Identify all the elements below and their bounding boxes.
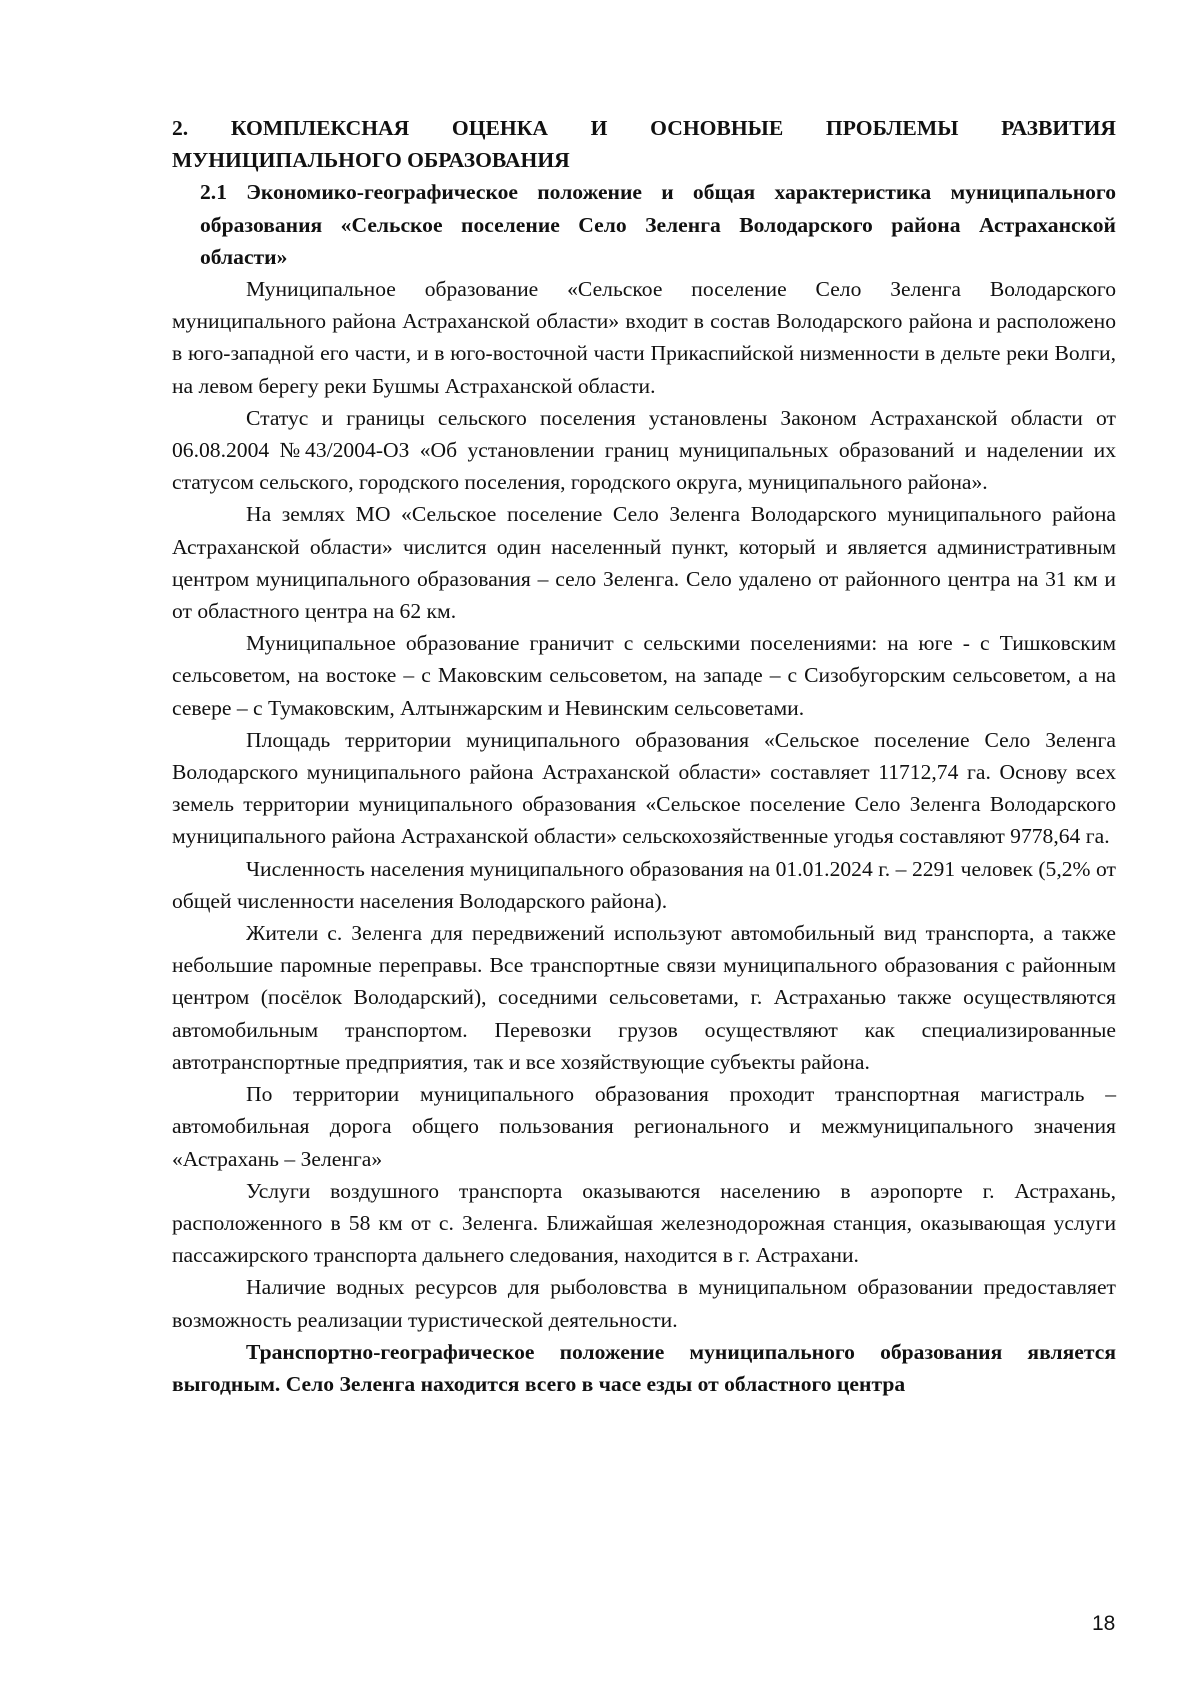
paragraph: Площадь территории муниципального образования «Сельское поселение Село Зеленга Володарского муниципального района Астраханской области» составляет 11712,74 га. Основу всех земель территории муниципального образования «Сельское поселение Село Зеленга Володарского муниципального района Астраханской области» сельскохозяйственные угодья составляют 9778,64 га.	[172, 727, 1116, 849]
paragraph: Численность населения муниципального образования на 01.01.2024 г. – 2291 человек (5,2% от общей численности населения Володарского района).	[172, 856, 1116, 913]
bold-paragraph: Транспортно-географическое положение муниципального образования является выгодным. Село Зеленга находится всего в часе езды от областного центра	[172, 1339, 1116, 1396]
paragraph: Услуги воздушного транспорта оказываются населению в аэропорте г. Астрахань, расположенного в 58 км от с. Зеленга. Ближайшая железнодорожная станция, оказывающая услуги пассажирского транспорта дальнего следования, находится в г. Астрахани.	[172, 1178, 1116, 1268]
paragraph: По территории муниципального образования проходит транспортная магистраль – автомобильная дорога общего пользования регионального и межмуниципального значения «Астрахань – Зеленга»	[172, 1082, 1116, 1171]
paragraph: Муниципальное образование «Сельское поселение Село Зеленга Володарского муниципального района Астраханской области» входит в состав Володарского района и расположено в юго-западной его части, и в юго-восточной части Прикаспийской низменности в дельте реки Волги, на левом берегу реки Бушмы Астраханской области.	[172, 277, 1116, 398]
paragraph: Статус и границы сельского поселения установлены Законом Астраханской области от 06.08.2004 №43/2004-ОЗ «Об установлении границ муниципальных образований и наделении их статусом сельского, городского поселения, городского округа, муниципального района».	[172, 405, 1116, 495]
document-page	[172, 112, 1116, 1400]
page-number: 18	[1092, 1612, 1116, 1635]
paragraph: Жители с. Зеленга для передвижений используют автомобильный вид транспорта, а также небольшие паромные переправы. Все транспортные связи муниципального образования с районным центром (посёлок Володарский), соседними сельсоветами, г. Астраханью также осуществляются автомобильным транспортом. Перевозки грузов осуществляют как специализированные автотранспортные предприятия, так и все хозяйствующие субъекты района.	[172, 921, 1116, 1074]
paragraph: Наличие водных ресурсов для рыболовства в муниципальном образовании предоставляет возможность реализации туристической деятельности.	[172, 1275, 1116, 1332]
section-heading: 2. КОМПЛЕКСНАЯ ОЦЕНКА И ОСНОВНЫЕ ПРОБЛЕМЫ РАЗВИТИЯ МУНИЦИПАЛЬНОГО ОБРАЗОВАНИЯ	[172, 116, 1116, 173]
paragraph: Муниципальное образование граничит с сельскими поселениями: на юге - с Тишковским сельсоветом, на востоке – с Маковским сельсоветом, на западе – с Сизобугорским сельсоветом, а на севере – с Тумаковским, Алтынжарским и Невинским сельсоветами.	[172, 631, 1116, 720]
paragraph: На землях МО «Сельское поселение Село Зеленга Володарского муниципального района Астраханской области» числится один населенный пункт, который и является административным центром муниципального образования – село Зеленга. Село удалено от районного центра на 31 км и от областного центра на 62 км.	[172, 502, 1116, 624]
subsection-heading: 2.1 Экономико-географическое положение и общая характеристика муниципального образования «Сельское поселение Село Зеленга Володарского района Астраханской области»	[200, 180, 1116, 269]
